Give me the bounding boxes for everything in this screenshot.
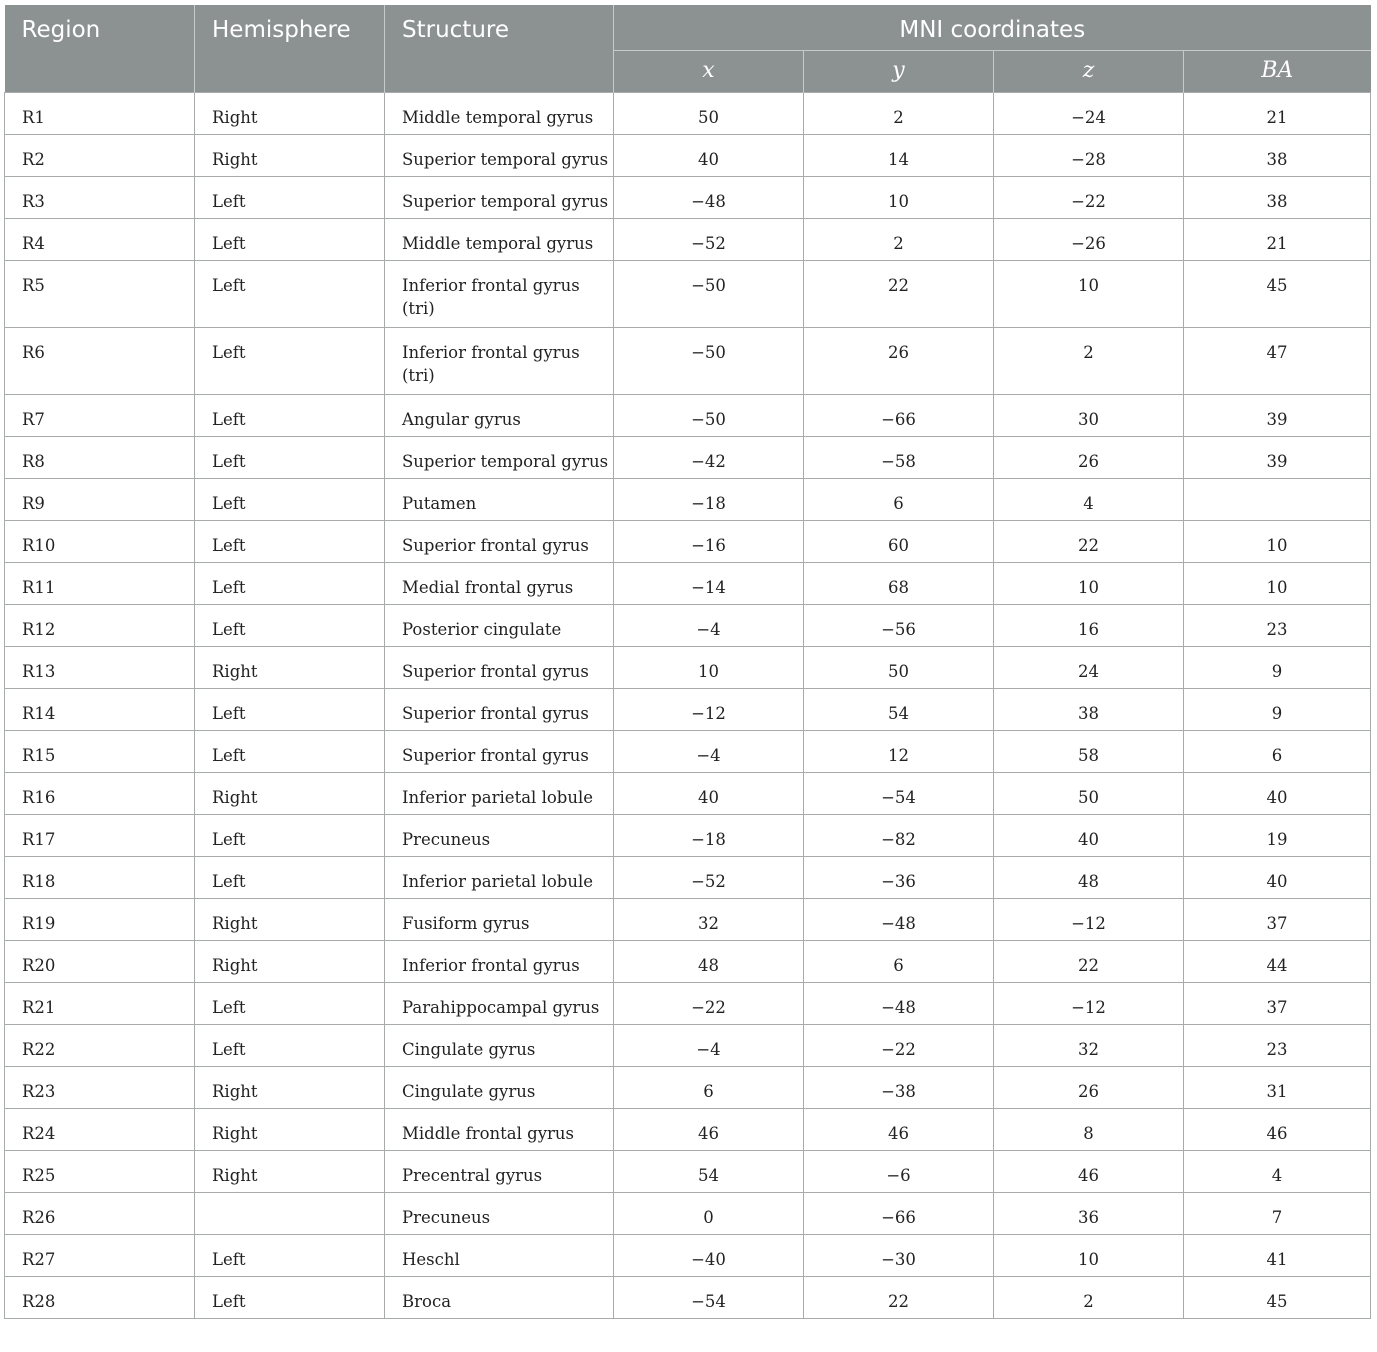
cell-hemisphere: Right xyxy=(195,1108,385,1150)
table-row xyxy=(5,176,1371,218)
header-structure: Structure xyxy=(385,5,614,92)
cell-y: 2 xyxy=(804,218,994,260)
cell-region: R9 xyxy=(5,478,195,520)
table-row xyxy=(5,1108,1371,1150)
cell-ba: 39 xyxy=(1184,436,1371,478)
cell-x: −14 xyxy=(614,562,804,604)
cell-y: 10 xyxy=(804,176,994,218)
cell-region: R17 xyxy=(5,814,195,856)
table-body xyxy=(5,92,1371,1318)
cell-ba: 21 xyxy=(1184,92,1371,134)
cell-structure: Superior temporal gyrus xyxy=(385,436,614,478)
cell-region: R4 xyxy=(5,218,195,260)
cell-ba: 7 xyxy=(1184,1192,1371,1234)
cell-y: 14 xyxy=(804,134,994,176)
cell-x: 40 xyxy=(614,134,804,176)
cell-hemisphere: Left xyxy=(195,688,385,730)
cell-region: R15 xyxy=(5,730,195,772)
cell-x: −48 xyxy=(614,176,804,218)
cell-x: 50 xyxy=(614,92,804,134)
cell-y: 6 xyxy=(804,940,994,982)
cell-y: −38 xyxy=(804,1066,994,1108)
cell-hemisphere: Left xyxy=(195,327,385,394)
table-row xyxy=(5,520,1371,562)
cell-z: 16 xyxy=(994,604,1184,646)
cell-hemisphere: Left xyxy=(195,436,385,478)
table-row xyxy=(5,436,1371,478)
cell-z: 26 xyxy=(994,1066,1184,1108)
cell-z: 10 xyxy=(994,562,1184,604)
cell-y: −54 xyxy=(804,772,994,814)
cell-region: R10 xyxy=(5,520,195,562)
cell-hemisphere: Right xyxy=(195,134,385,176)
cell-z: 8 xyxy=(994,1108,1184,1150)
cell-x: −50 xyxy=(614,260,804,327)
cell-region: R13 xyxy=(5,646,195,688)
cell-hemisphere: Left xyxy=(195,1234,385,1276)
cell-z: 48 xyxy=(994,856,1184,898)
table-row xyxy=(5,1150,1371,1192)
header-y: y xyxy=(804,50,994,92)
cell-x: 46 xyxy=(614,1108,804,1150)
cell-x: −50 xyxy=(614,327,804,394)
cell-y: 26 xyxy=(804,327,994,394)
cell-z: 10 xyxy=(994,260,1184,327)
cell-ba: 6 xyxy=(1184,730,1371,772)
cell-ba: 23 xyxy=(1184,604,1371,646)
cell-x: 40 xyxy=(614,772,804,814)
cell-y: 6 xyxy=(804,478,994,520)
cell-y: −36 xyxy=(804,856,994,898)
cell-x: 10 xyxy=(614,646,804,688)
cell-structure: Medial frontal gyrus xyxy=(385,562,614,604)
cell-z: 4 xyxy=(994,478,1184,520)
cell-y: −6 xyxy=(804,1150,994,1192)
cell-z: 22 xyxy=(994,520,1184,562)
cell-hemisphere: Right xyxy=(195,772,385,814)
cell-x: −40 xyxy=(614,1234,804,1276)
cell-x: −4 xyxy=(614,1024,804,1066)
cell-z: 40 xyxy=(994,814,1184,856)
cell-z: 10 xyxy=(994,1234,1184,1276)
cell-region: R8 xyxy=(5,436,195,478)
cell-ba: 38 xyxy=(1184,176,1371,218)
header-region: Region xyxy=(5,5,195,92)
cell-region: R25 xyxy=(5,1150,195,1192)
cell-y: −58 xyxy=(804,436,994,478)
cell-ba: 37 xyxy=(1184,898,1371,940)
cell-ba: 39 xyxy=(1184,394,1371,436)
cell-region: R26 xyxy=(5,1192,195,1234)
cell-z: 30 xyxy=(994,394,1184,436)
table-row xyxy=(5,134,1371,176)
cell-structure: Middle temporal gyrus xyxy=(385,92,614,134)
cell-hemisphere xyxy=(195,1192,385,1234)
cell-ba: 9 xyxy=(1184,646,1371,688)
cell-z: 32 xyxy=(994,1024,1184,1066)
cell-ba: 10 xyxy=(1184,520,1371,562)
cell-z: −12 xyxy=(994,982,1184,1024)
cell-y: 2 xyxy=(804,92,994,134)
cell-y: −82 xyxy=(804,814,994,856)
cell-x: −18 xyxy=(614,478,804,520)
cell-ba: 9 xyxy=(1184,688,1371,730)
table-row xyxy=(5,1192,1371,1234)
cell-ba: 45 xyxy=(1184,1276,1371,1318)
cell-region: R28 xyxy=(5,1276,195,1318)
cell-region: R1 xyxy=(5,92,195,134)
cell-x: −16 xyxy=(614,520,804,562)
cell-region: R7 xyxy=(5,394,195,436)
cell-structure: Inferior frontal gyrus xyxy=(385,940,614,982)
cell-structure: Middle frontal gyrus xyxy=(385,1108,614,1150)
table-row xyxy=(5,478,1371,520)
cell-structure: Cingulate gyrus xyxy=(385,1066,614,1108)
cell-ba: 21 xyxy=(1184,218,1371,260)
table-row xyxy=(5,940,1371,982)
cell-y: −48 xyxy=(804,898,994,940)
cell-hemisphere: Left xyxy=(195,982,385,1024)
cell-z: 50 xyxy=(994,772,1184,814)
cell-z: 26 xyxy=(994,436,1184,478)
cell-z: −26 xyxy=(994,218,1184,260)
cell-structure: Superior frontal gyrus xyxy=(385,688,614,730)
cell-x: −4 xyxy=(614,604,804,646)
cell-hemisphere: Left xyxy=(195,1276,385,1318)
cell-structure: Cingulate gyrus xyxy=(385,1024,614,1066)
cell-structure: Inferior frontal gyrus (tri) xyxy=(385,327,614,394)
cell-z: 22 xyxy=(994,940,1184,982)
cell-x: −22 xyxy=(614,982,804,1024)
cell-structure: Angular gyrus xyxy=(385,394,614,436)
cell-y: −30 xyxy=(804,1234,994,1276)
cell-x: 48 xyxy=(614,940,804,982)
cell-structure: Middle temporal gyrus xyxy=(385,218,614,260)
mni-coordinates-table xyxy=(4,5,1371,1319)
table-row xyxy=(5,730,1371,772)
cell-hemisphere: Left xyxy=(195,730,385,772)
cell-x: −52 xyxy=(614,218,804,260)
cell-ba: 37 xyxy=(1184,982,1371,1024)
cell-x: 6 xyxy=(614,1066,804,1108)
cell-structure: Superior temporal gyrus xyxy=(385,176,614,218)
cell-hemisphere: Right xyxy=(195,940,385,982)
cell-structure: Precentral gyrus xyxy=(385,1150,614,1192)
table-row xyxy=(5,688,1371,730)
table-row xyxy=(5,982,1371,1024)
cell-region: R12 xyxy=(5,604,195,646)
cell-ba: 46 xyxy=(1184,1108,1371,1150)
cell-hemisphere: Left xyxy=(195,520,385,562)
cell-hemisphere: Left xyxy=(195,260,385,327)
cell-x: −12 xyxy=(614,688,804,730)
cell-y: 12 xyxy=(804,730,994,772)
cell-ba: 44 xyxy=(1184,940,1371,982)
cell-hemisphere: Right xyxy=(195,646,385,688)
header-mni-coordinates: MNI coordinates xyxy=(614,5,1371,50)
cell-structure: Posterior cingulate xyxy=(385,604,614,646)
table-row xyxy=(5,856,1371,898)
table-row xyxy=(5,646,1371,688)
cell-structure: Heschl xyxy=(385,1234,614,1276)
cell-ba: 40 xyxy=(1184,772,1371,814)
table-row xyxy=(5,260,1371,327)
cell-region: R21 xyxy=(5,982,195,1024)
cell-region: R20 xyxy=(5,940,195,982)
cell-z: 58 xyxy=(994,730,1184,772)
cell-region: R14 xyxy=(5,688,195,730)
table-row xyxy=(5,1066,1371,1108)
cell-hemisphere: Left xyxy=(195,218,385,260)
header-x: x xyxy=(614,50,804,92)
cell-hemisphere: Left xyxy=(195,1024,385,1066)
cell-z: 36 xyxy=(994,1192,1184,1234)
cell-hemisphere: Left xyxy=(195,478,385,520)
cell-ba: 4 xyxy=(1184,1150,1371,1192)
cell-hemisphere: Left xyxy=(195,562,385,604)
cell-structure: Inferior parietal lobule xyxy=(385,772,614,814)
cell-y: 68 xyxy=(804,562,994,604)
header-z: z xyxy=(994,50,1184,92)
cell-x: −50 xyxy=(614,394,804,436)
cell-ba: 19 xyxy=(1184,814,1371,856)
table-row xyxy=(5,394,1371,436)
cell-region: R6 xyxy=(5,327,195,394)
cell-z: 24 xyxy=(994,646,1184,688)
cell-y: 54 xyxy=(804,688,994,730)
table-row xyxy=(5,1234,1371,1276)
cell-y: −48 xyxy=(804,982,994,1024)
table-row xyxy=(5,604,1371,646)
cell-region: R23 xyxy=(5,1066,195,1108)
table-row xyxy=(5,218,1371,260)
cell-hemisphere: Left xyxy=(195,604,385,646)
cell-z: −22 xyxy=(994,176,1184,218)
cell-region: R24 xyxy=(5,1108,195,1150)
cell-structure: Precuneus xyxy=(385,1192,614,1234)
cell-z: 2 xyxy=(994,327,1184,394)
cell-z: −12 xyxy=(994,898,1184,940)
cell-ba: 38 xyxy=(1184,134,1371,176)
table-row xyxy=(5,898,1371,940)
cell-ba: 45 xyxy=(1184,260,1371,327)
cell-structure: Fusiform gyrus xyxy=(385,898,614,940)
cell-region: R3 xyxy=(5,176,195,218)
cell-region: R2 xyxy=(5,134,195,176)
cell-ba: 41 xyxy=(1184,1234,1371,1276)
cell-z: 38 xyxy=(994,688,1184,730)
cell-hemisphere: Left xyxy=(195,856,385,898)
cell-structure: Inferior parietal lobule xyxy=(385,856,614,898)
cell-hemisphere: Left xyxy=(195,176,385,218)
table-row xyxy=(5,772,1371,814)
cell-structure: Parahippocampal gyrus xyxy=(385,982,614,1024)
cell-z: 2 xyxy=(994,1276,1184,1318)
header-hemisphere: Hemisphere xyxy=(195,5,385,92)
cell-region: R22 xyxy=(5,1024,195,1066)
cell-z: −28 xyxy=(994,134,1184,176)
cell-structure: Superior frontal gyrus xyxy=(385,520,614,562)
cell-structure: Broca xyxy=(385,1276,614,1318)
table-row xyxy=(5,1276,1371,1318)
cell-y: −56 xyxy=(804,604,994,646)
cell-x: −4 xyxy=(614,730,804,772)
cell-x: −54 xyxy=(614,1276,804,1318)
cell-region: R19 xyxy=(5,898,195,940)
cell-x: 32 xyxy=(614,898,804,940)
cell-hemisphere: Right xyxy=(195,898,385,940)
cell-hemisphere: Right xyxy=(195,1066,385,1108)
cell-region: R5 xyxy=(5,260,195,327)
cell-y: 46 xyxy=(804,1108,994,1150)
cell-x: −18 xyxy=(614,814,804,856)
cell-structure: Putamen xyxy=(385,478,614,520)
header-ba: BA xyxy=(1184,50,1371,92)
table-header xyxy=(5,5,1371,92)
table-row xyxy=(5,814,1371,856)
cell-x: −42 xyxy=(614,436,804,478)
cell-ba: 31 xyxy=(1184,1066,1371,1108)
cell-ba: 10 xyxy=(1184,562,1371,604)
cell-x: 0 xyxy=(614,1192,804,1234)
cell-ba: 47 xyxy=(1184,327,1371,394)
cell-y: 22 xyxy=(804,260,994,327)
table-row xyxy=(5,92,1371,134)
cell-y: −22 xyxy=(804,1024,994,1066)
table-row xyxy=(5,562,1371,604)
cell-region: R16 xyxy=(5,772,195,814)
cell-structure: Superior frontal gyrus xyxy=(385,730,614,772)
cell-y: 50 xyxy=(804,646,994,688)
cell-hemisphere: Left xyxy=(195,814,385,856)
cell-y: −66 xyxy=(804,1192,994,1234)
cell-hemisphere: Right xyxy=(195,92,385,134)
table-row xyxy=(5,1024,1371,1066)
cell-z: 46 xyxy=(994,1150,1184,1192)
cell-ba: 40 xyxy=(1184,856,1371,898)
cell-x: −52 xyxy=(614,856,804,898)
cell-structure: Superior temporal gyrus xyxy=(385,134,614,176)
cell-region: R18 xyxy=(5,856,195,898)
cell-structure: Precuneus xyxy=(385,814,614,856)
cell-ba xyxy=(1184,478,1371,520)
cell-region: R11 xyxy=(5,562,195,604)
cell-structure: Inferior frontal gyrus (tri) xyxy=(385,260,614,327)
cell-region: R27 xyxy=(5,1234,195,1276)
cell-y: −66 xyxy=(804,394,994,436)
cell-hemisphere: Left xyxy=(195,394,385,436)
cell-y: 22 xyxy=(804,1276,994,1318)
cell-z: −24 xyxy=(994,92,1184,134)
cell-y: 60 xyxy=(804,520,994,562)
cell-x: 54 xyxy=(614,1150,804,1192)
cell-structure: Superior frontal gyrus xyxy=(385,646,614,688)
cell-hemisphere: Right xyxy=(195,1150,385,1192)
table-row xyxy=(5,327,1371,394)
cell-ba: 23 xyxy=(1184,1024,1371,1066)
